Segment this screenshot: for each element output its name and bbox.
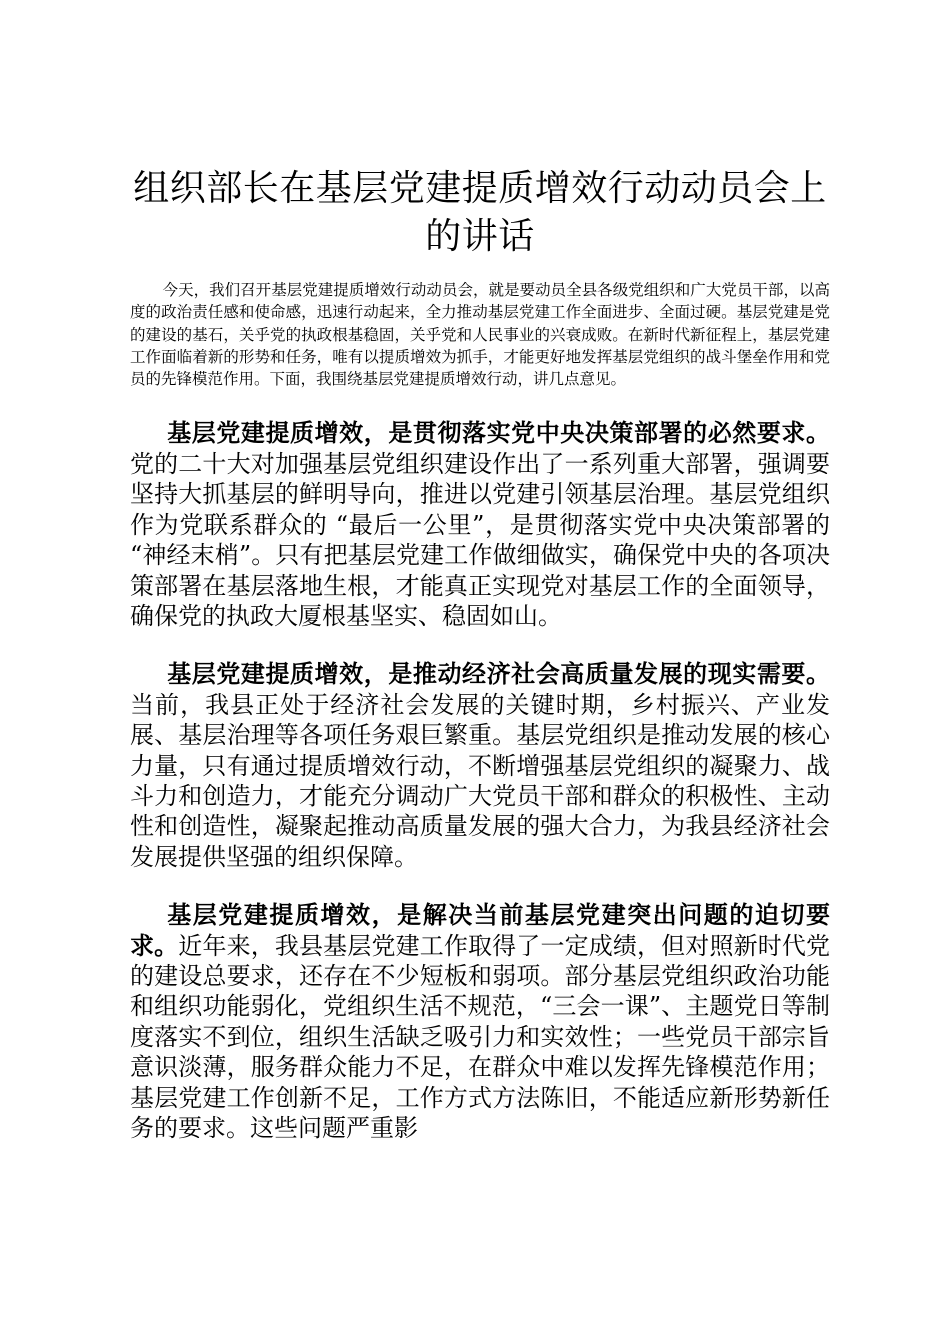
document-page	[130, 165, 830, 1143]
section-body-3: 近年来，我县基层党建工作取得了一定成绩，但对照新时代党的建设总要求，还存在不少短板和弱项。部分基层党组织政治功能和组织功能弱化，党组织生活不规范，“三会一课”、主题党日等制度落实不到位，组织生活缺乏吸引力和实效性；一些党员干部宗旨意识淡薄，服务群众能力不足，在群众中难以发挥先锋模范作用；基层党建工作创新不足，工作方式方法陈旧，不能适应新形势新任务的要求。这些问题严重影	[130, 931, 831, 1143]
section-lead-2: 基层党建提质增效，是推动经济社会高质量发展的现实需要。	[167, 659, 830, 689]
document-title: 组织部长在基层党建提质增效行动动员会上的讲话	[133, 168, 827, 257]
intro-paragraph: 今天，我们召开基层党建提质增效行动动员会，就是要动员全县各级党组织和广大党员干部，以高度的政治责任感和使命感，迅速行动起来，全力推动基层党建工作全面进步、全面过硬。基层党建是党的建设的基石，关乎党的执政根基稳固，关乎党和人民事业的兴衰成败。在新时代新征程上，基层党建工作面临着新的形势和任务，唯有以提质增效为抓手，才能更好地发挥基层党组织的战斗堡垒作用和党员的先锋模范作用。下面，我围绕基层党建提质增效行动，讲几点意见。	[130, 281, 830, 389]
section-paragraph-1	[130, 418, 830, 631]
section-paragraph-3	[130, 900, 830, 1143]
section-lead-3: 基层党建提质增效，是解决当前基层党建突出问题的迫切要求。	[130, 900, 830, 960]
section-body-2: 当前，我县正处于经济社会发展的关键时期，乡村振兴、产业发展、基层治理等各项任务艰巨繁重。基层党组织是推动发展的核心力量，只有通过提质增效行动，不断增强基层党组织的凝聚力、战斗力和创造力，才能充分调动广大党员干部和群众的积极性、主动性和创造性，凝聚起推动高质量发展的强大合力，为我县经济社会发展提供坚强的组织保障。	[130, 690, 830, 871]
section-paragraph-2	[130, 659, 830, 872]
section-body-1: 党的二十大对加强基层党组织建设作出了一系列重大部署，强调要坚持大抓基层的鲜明导向，推进以党建引领基层治理。基层党组织作为党联系群众的 “最后一公里”，是贯彻落实党中央决策部署的 “神经末梢”。只有把基层党建工作做细做实，确保党中央的各项决策部署在基层落地生根，才能真正实现党对基层工作的全面领导，确保党的执政大厦根基坚实、稳固如山。	[130, 449, 830, 630]
section-lead-1: 基层党建提质增效，是贯彻落实党中央决策部署的必然要求。	[167, 418, 830, 448]
